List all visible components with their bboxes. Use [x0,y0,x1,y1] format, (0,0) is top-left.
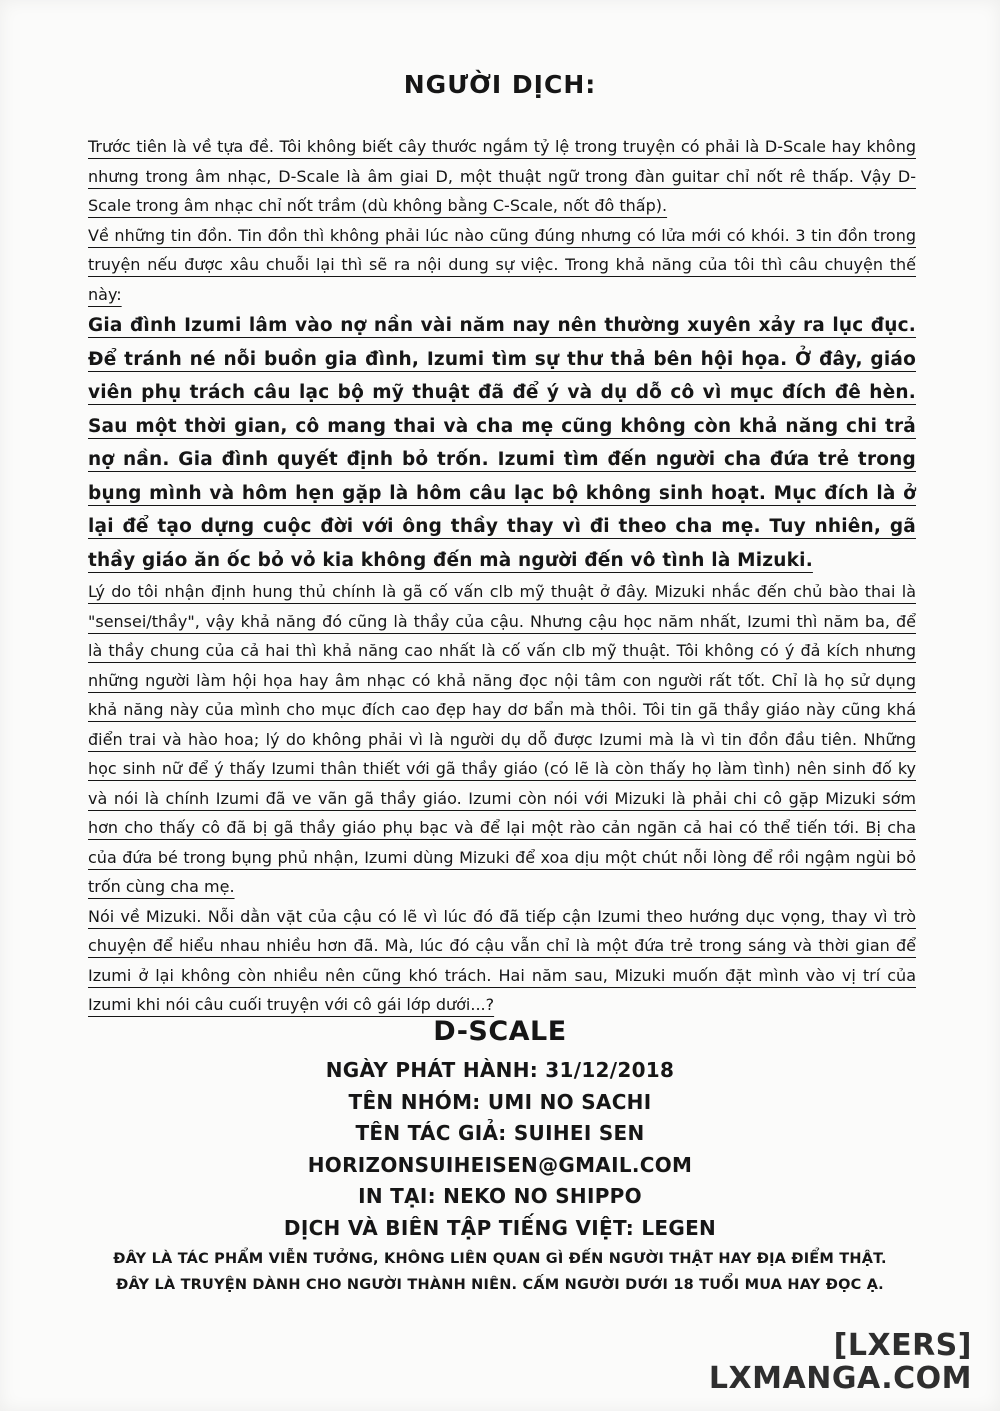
paragraph-about-mizuki: Nói về Mizuki. Nỗi dằn vặt của cậu có lẽ vì lúc đó đã tiếp cận Izumi theo hướng dục vọng, thay vì trò chuyện để hiểu nhau nhiều hơn đã. Mà, lúc đó cậu vẫn chỉ là một đứa trẻ trong sáng và thời gian để Izumi ở lại không còn nhiều nên cũng khó trách. Hai năm sau, Mizuki muốn đặt mình vào vị trí của Izumi khi nói câu cuối truyện với cô gái lớp dưới...? [88,906,916,1014]
printed-at: IN TẠI: NEKO NO SHIPPO [358,1184,642,1208]
watermark-site-name: LXMANGA.COM [708,1361,972,1396]
site-watermark [709,1329,972,1395]
release-date: NGÀY PHÁT HÀNH: 31/12/2018 [325,1058,675,1082]
translator-note-body [88,132,916,1020]
paragraph-title-explanation: Trước tiên là về tựa đề. Tôi không biết cây thước ngắm tỷ lệ trong truyện có phải là D-Scale hay không nhưng trong âm nhạc, D-Scale là âm giai D, một thuật ngữ trong đàn guitar chỉ nốt rê thấp. Vậy D-Scale trong âm nhạc chỉ nốt trầm (dù không bằng C-Scale, nốt đô thấp). [88,137,916,215]
group-name: TÊN NHÓM: UMI NO SACHI [348,1089,652,1114]
page-title: NGƯỜI DỊCH: [403,70,597,99]
paragraph-culprit-reasoning: Lý do tôi nhận định hung thủ chính là gã cố vấn clb mỹ thuật ở đây. Mizuki nhắc đến chủ bào thai là "sensei/thầy", vậy khả năng đó cũng là thầy của cậu. Nhưng cậu học năm nhất, Izumi thì năm ba, để là thầy chung của cả hai thì khả năng cao nhất là cố vấn clb mỹ thuật. Tôi không có ý đả kích nhưng những người làm hội họa hay âm nhạc có khả năng đọc nội tâm con người rất tốt. Chỉ là họ sử dụng khả năng này của mình cho mục đích cao đẹp hay dơ bẩn mà thôi. Tôi tin gã thầy giáo này cũng khá điển trai và hào hoa; lý do không phải vì là người dụ dỗ được Izumi mà là vì tin đồn đầu tiên. Những học sinh nữ để ý thấy Izumi thân thiết với gã thầy giáo (có lẽ là còn thấy họ làm tình) nên sinh đố ky và nói là chính Izumi đã ve vãn gã thầy giáo. Izumi còn nói với Mizuki là phải chi cô gặp Mizuki sớm hơn cho thấy cô đã bị gã thầy giáo phụ bạc và để lại một rào cản ngăn cả hai có thể tiến tới. Bị cha của đứa bé trong bụng phủ nhận, Izumi dùng Mizuki để xoa dịu một chút nỗi lòng để rồi ngậm ngùi bỏ trốn cùng cha mẹ. [88,582,916,896]
disclaimer-adult: ĐÂY LÀ TRUYỆN DÀNH CHO NGƯỜI THÀNH NIÊN. CẤM NGƯỜI DƯỚI 18 TUỔI MUA HAY ĐỌC Ạ. [116,1276,884,1293]
watermark-group-tag: [LXERS] [833,1328,972,1363]
author-name: TÊN TÁC GIẢ: SUIHEI SEN [355,1121,645,1145]
author-email: HORIZONSUIHEISEN@GMAIL.COM [307,1152,693,1177]
disclaimer-fiction: ĐÂY LÀ TÁC PHẨM VIỄN TƯỞNG, KHÔNG LIÊN QUAN GÌ ĐẾN NGƯỜI THẬT HAY ĐỊA ĐIỂM THẬT. [113,1251,887,1267]
paragraph-story-theory: Gia đình Izumi lâm vào nợ nần vài năm nay nên thường xuyên xảy ra lục đục. Để tránh né nỗi buồn gia đình, Izumi tìm sự thư thả bên hội họa. Ở đây, giáo viên phụ trách câu lạc bộ mỹ thuật đã để ý và dụ dỗ cô vì mục đích đê hèn. Sau một thời gian, cô mang thai và cha mẹ cũng không còn khả năng chi trả nợ nần. Gia đình quyết định bỏ trốn. Izumi tìm đến người cha đứa trẻ trong bụng mình và hôm hẹn gặp là hôm câu lạc bộ không sinh hoạt. Mục đích là ở lại để tạo dựng cuộc đời với ông thầy thay vì đi theo cha mẹ. Tuy nhiên, gã thầy giáo ăn ốc bỏ vỏ kia không đến mà người đến vô tình là Mizuki. [88,315,916,571]
release-credits [0,1016,1000,1244]
translator-credit: DỊCH VÀ BIÊN TẬP TIẾNG VIỆT: LEGEN [283,1215,717,1240]
paragraph-rumors-intro: Về những tin đồn. Tin đồn thì không phải lúc nào cũng đúng nhưng có lửa mới có khói. 3 tin đồn trong truyện nếu được xâu chuỗi lại thì sẽ ra nội dung sự việc. Trong khả năng của tôi thì câu chuyện thế này: [88,225,916,304]
release-title: D-SCALE [433,1016,567,1047]
disclaimer [0,1247,1000,1298]
